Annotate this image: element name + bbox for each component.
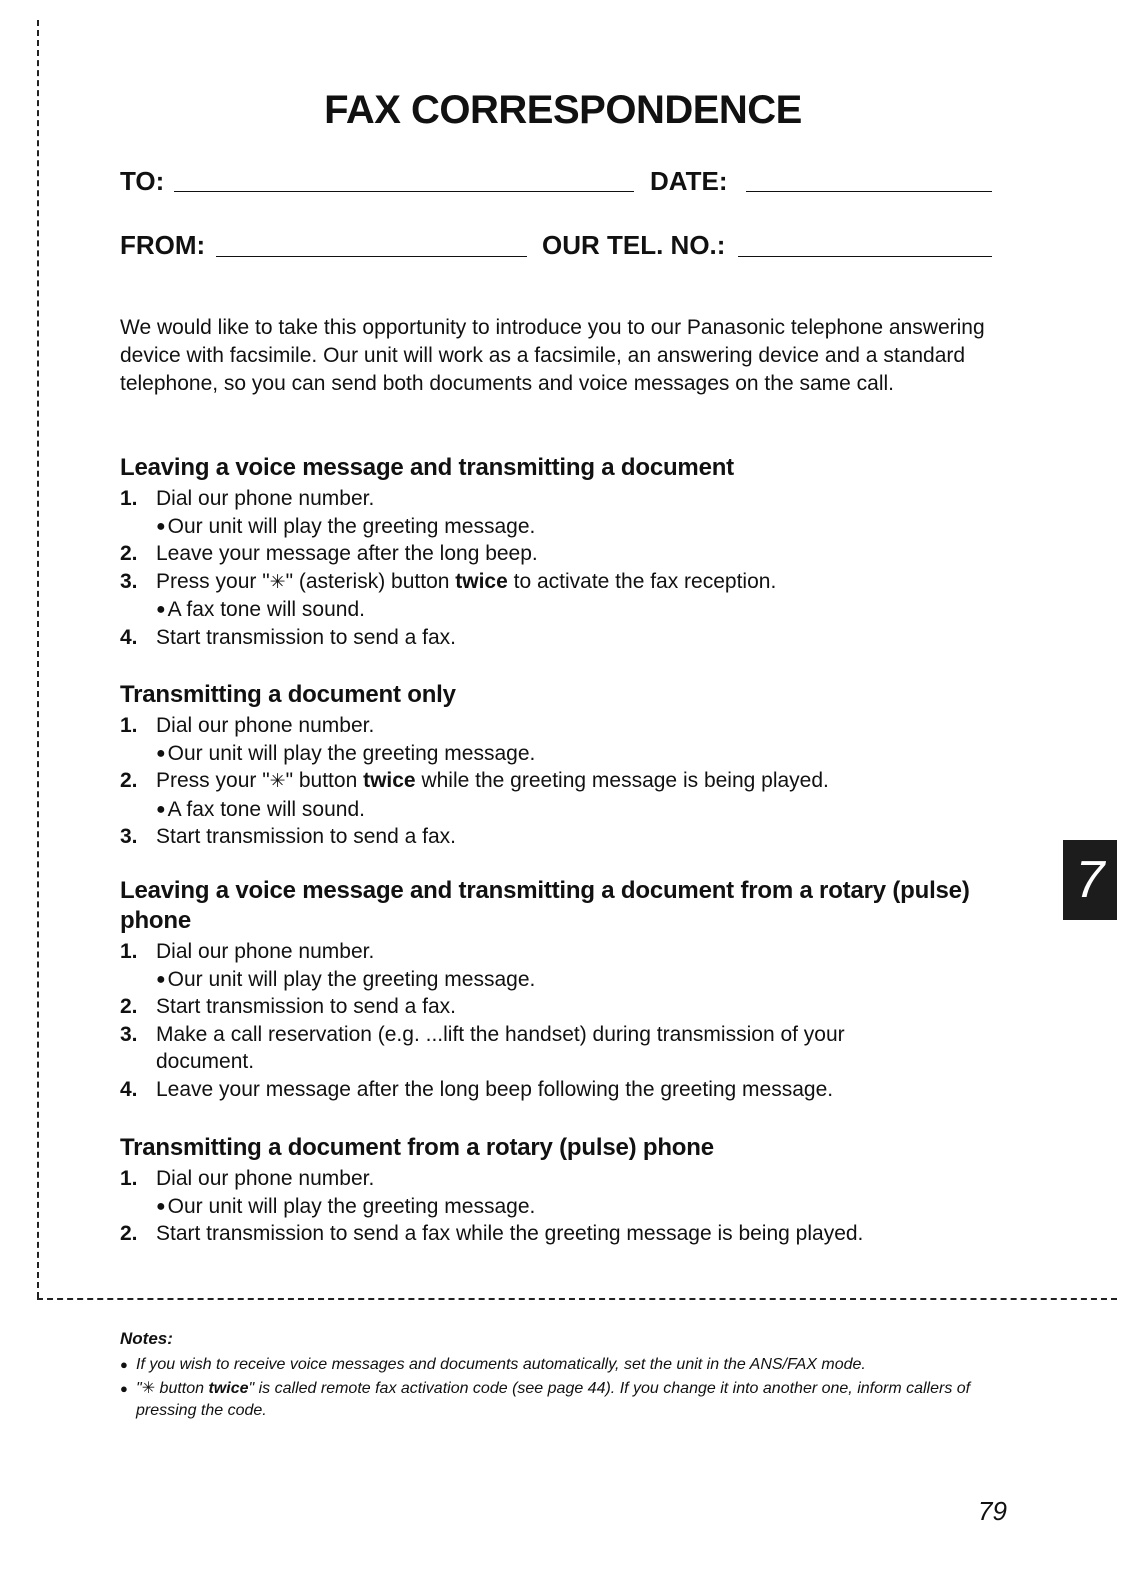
cut-line-left — [37, 20, 39, 1298]
section-rotary-document — [120, 1133, 1000, 1248]
date-label: DATE: — [650, 166, 728, 196]
bullet-icon: ● — [156, 601, 166, 618]
bullet-icon: ● — [156, 517, 166, 535]
page-title: FAX CORRESPONDENCE — [324, 88, 802, 132]
asterisk-icon: ✳ — [141, 1380, 156, 1397]
section-heading: Leaving a voice message and transmitting a document from a rotary (pulse) phone — [120, 877, 970, 934]
list-item: 1. Dial our phone number. — [120, 1167, 375, 1190]
list-subitem: ●A fax tone will sound. — [120, 796, 1000, 824]
from-line[interactable] — [216, 256, 527, 257]
bullet-icon: ● — [156, 1197, 166, 1215]
list-item: 2. Start transmission to send a fax. — [120, 995, 456, 1018]
bullet-icon: ● — [156, 800, 166, 818]
section-document-only — [120, 680, 1000, 851]
asterisk-icon: ✳ — [269, 771, 286, 792]
chapter-tab: 7 — [1063, 840, 1117, 920]
list-subitem: ●Our unit will play the greeting message. — [120, 966, 990, 994]
list-item: 3. Make a call reservation (e.g. ...lift the handset) during transmission of your document. — [120, 1022, 845, 1073]
notes-header: Notes: — [120, 1329, 173, 1348]
list-subitem: ●Our unit will play the greeting message. — [120, 1193, 1000, 1221]
page-number: 79 — [978, 1496, 1007, 1526]
section-heading: Leaving a voice message and transmitting a document — [120, 454, 734, 481]
section-heading: Transmitting a document only — [120, 681, 456, 708]
list-subitem: ●Our unit will play the greeting message. — [120, 740, 1000, 768]
list-subitem: ●A fax tone will sound. — [120, 596, 1000, 624]
steps-list — [120, 1165, 1000, 1248]
bullet-icon: ● — [120, 1381, 128, 1396]
bullet-icon: ● — [120, 1357, 128, 1372]
notes — [120, 1328, 980, 1424]
cut-line-bottom — [37, 1298, 1117, 1300]
tel-line[interactable] — [738, 256, 992, 257]
list-item: 3. Start transmission to send a fax. — [120, 825, 456, 848]
steps-list — [120, 938, 990, 1103]
list-item: 3. Press your "✳" (asterisk) button twice to activate the fax reception. — [120, 569, 777, 593]
steps-list — [120, 712, 1000, 851]
from-label: FROM: — [120, 230, 206, 260]
list-item: 1. Dial our phone number. — [120, 714, 375, 737]
list-item: 2. Leave your message after the long beep. — [120, 542, 538, 565]
list-item: 2. Press your "✳" button twice while the greeting message is being played. — [120, 769, 829, 792]
list-subitem: ●Our unit will play the greeting message. — [120, 513, 1000, 541]
list-item: 4. Leave your message after the long beep following the greeting message. — [120, 1077, 834, 1101]
bullet-icon: ● — [156, 744, 166, 762]
list-item: 1. Dial our phone number. — [120, 487, 375, 510]
to-label: TO: — [120, 166, 165, 196]
list-item: 2. Start transmission to send a fax while the greeting message is being played. — [120, 1222, 864, 1245]
steps-list — [120, 485, 1000, 651]
note-item: ● If you wish to receive voice messages and documents automatically, set the unit in the ANS/FAX mode. — [120, 1354, 980, 1376]
list-item: 4. Start transmission to send a fax. — [120, 625, 456, 649]
list-item: 1. Dial our phone number. — [120, 940, 375, 963]
date-line[interactable] — [746, 191, 992, 192]
note-item: ● "✳ button twice" is called remote fax activation code (see page 44). If you change it into another one, inform callers of pressing the code. — [120, 1380, 971, 1419]
bullet-icon: ● — [156, 970, 166, 988]
section-rotary-voice-and-document — [120, 876, 990, 1103]
to-line[interactable] — [174, 191, 634, 192]
asterisk-icon: ✳ — [269, 571, 286, 593]
section-heading: Transmitting a document from a rotary (pulse) phone — [120, 1134, 714, 1161]
tel-label: OUR TEL. NO.: — [542, 230, 726, 260]
intro-paragraph: We would like to take this opportunity to introduce you to our Panasonic telephone answering device with facsimile. Our unit will work as a facsimile, an answering device and a standard telephone, so you can send both documents and voice messages on the same call. — [120, 316, 985, 395]
section-voice-and-document — [120, 453, 1000, 651]
